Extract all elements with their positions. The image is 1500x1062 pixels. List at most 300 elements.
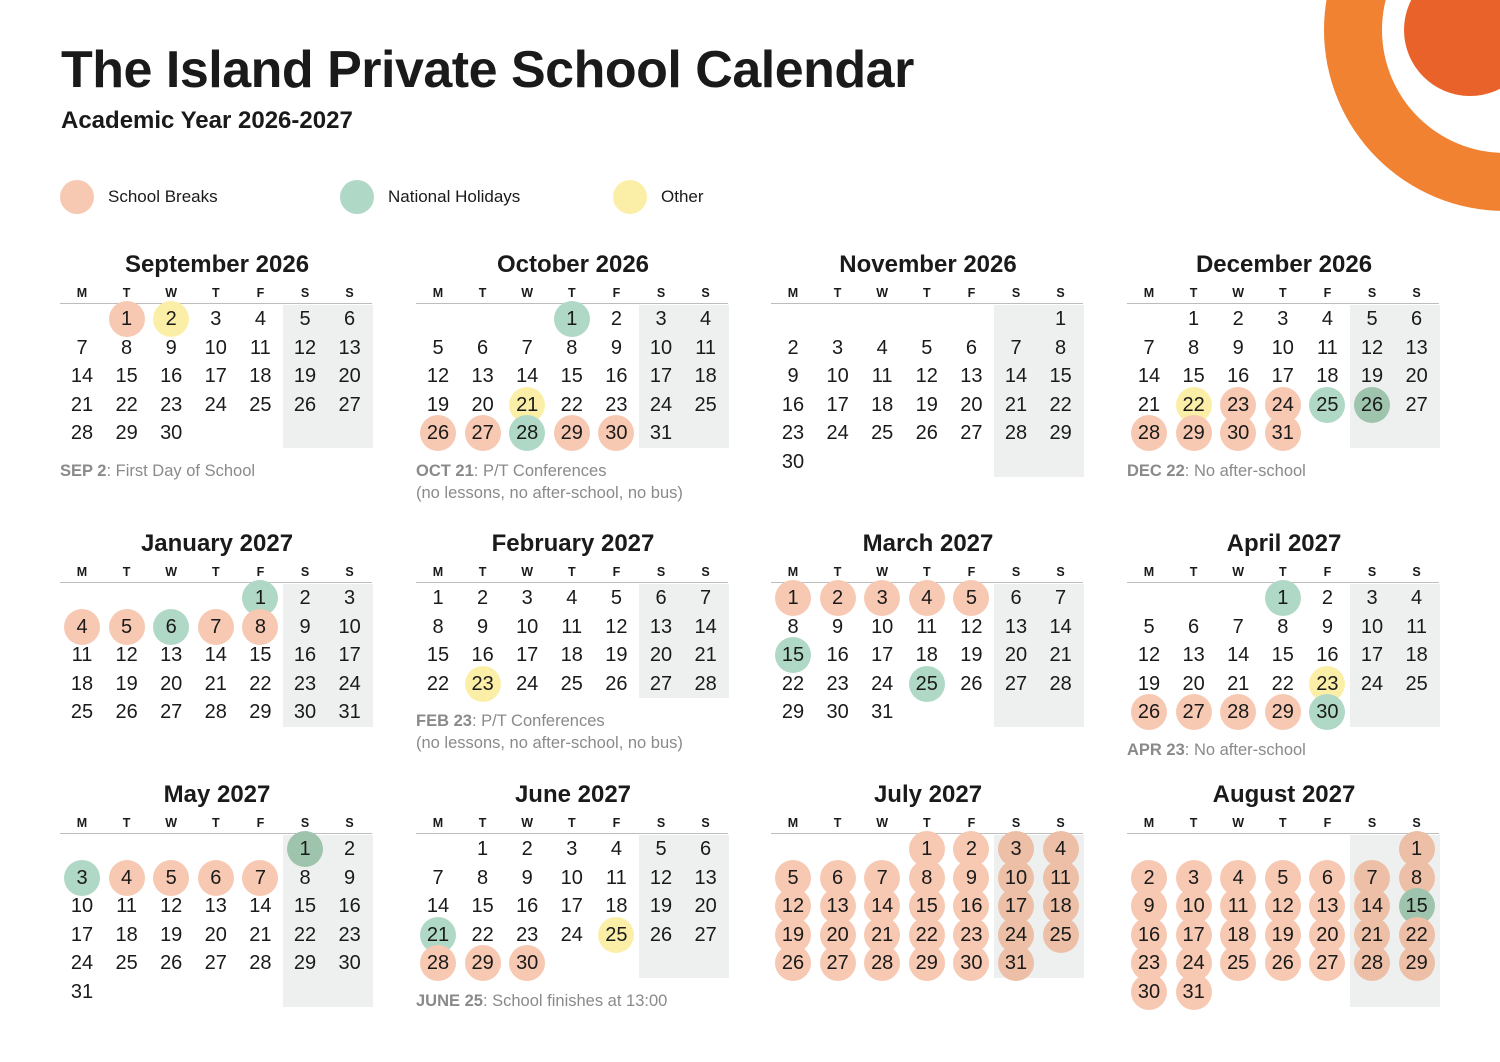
day-cell <box>505 864 549 892</box>
day-number: 30 <box>1227 422 1250 445</box>
day-cell <box>416 584 460 612</box>
day-number: 15 <box>471 895 494 918</box>
day-cell <box>1216 613 1260 641</box>
day-number: 5 <box>121 615 133 638</box>
day-cell <box>594 921 638 949</box>
day-number: 3 <box>876 587 888 609</box>
day-cell <box>684 305 728 333</box>
day-number: 9 <box>344 866 356 889</box>
weekday-label: S <box>1367 565 1377 579</box>
day-number: 8 <box>432 615 444 638</box>
day-number: 20 <box>1004 644 1028 667</box>
day-cell <box>905 949 949 977</box>
weekday-label: M <box>76 565 88 579</box>
day-cell <box>283 921 327 949</box>
day-number: 31 <box>1271 422 1294 445</box>
day-number: 31 <box>1004 952 1028 975</box>
day-number: 12 <box>426 365 450 388</box>
day-cell <box>1305 584 1349 612</box>
note-text: (no lessons, no after-school, no bus) <box>416 734 683 753</box>
day-number: 10 <box>560 866 583 889</box>
day-number: 21 <box>516 393 539 416</box>
day-number: 2 <box>477 587 489 609</box>
day-cell <box>194 362 238 390</box>
day-number: 12 <box>160 895 183 918</box>
day-cell <box>1172 334 1216 362</box>
day-number: 2 <box>965 838 977 860</box>
day-number: 9 <box>832 615 844 638</box>
day-number: 6 <box>832 866 844 889</box>
day-number: 29 <box>249 701 272 724</box>
day-number: 29 <box>471 952 494 975</box>
weekday-label: T <box>122 565 131 579</box>
day-cell <box>1395 362 1439 390</box>
day-cell <box>816 419 860 447</box>
day-number: 3 <box>344 587 356 609</box>
day-number: 2 <box>610 308 622 330</box>
day-number: 22 <box>915 923 938 946</box>
day-number: 11 <box>250 336 271 359</box>
day-number: 20 <box>694 895 717 918</box>
day-cell <box>283 864 327 892</box>
day-cell <box>550 613 594 641</box>
weekday-label: S <box>701 286 710 300</box>
weekday-header <box>60 565 372 583</box>
day-cell <box>60 362 104 390</box>
day-cell <box>238 334 282 362</box>
day-cell <box>105 334 149 362</box>
day-number: 5 <box>655 838 667 860</box>
day-number: 17 <box>1360 644 1384 667</box>
day-number: 20 <box>1182 672 1205 695</box>
day-number: 3 <box>1188 866 1200 889</box>
day-number: 25 <box>1049 923 1072 946</box>
day-cell <box>1039 584 1083 612</box>
legend-school-breaks-label: School Breaks <box>108 187 218 206</box>
day-number: 3 <box>655 308 667 330</box>
day-number: 7 <box>1010 336 1022 359</box>
day-number: 4 <box>876 336 888 359</box>
day-cell <box>283 391 327 419</box>
weekday-label: S <box>1056 565 1065 579</box>
day-cell <box>1172 698 1216 726</box>
month-november-2026 <box>771 250 1085 530</box>
day-cell <box>105 892 149 920</box>
note-text: : No after-school <box>1184 462 1306 480</box>
day-number: 9 <box>299 615 311 638</box>
day-number: 23 <box>1137 952 1161 975</box>
day-cell <box>949 670 993 698</box>
day-number: 28 <box>1227 701 1250 724</box>
weekday-header <box>60 286 372 304</box>
day-number: 30 <box>826 701 849 724</box>
day-cell <box>594 670 638 698</box>
day-cell <box>1350 641 1394 669</box>
day-number: 21 <box>1049 644 1072 667</box>
day-cell <box>550 305 594 333</box>
day-cell <box>771 892 815 920</box>
month-title: November 2026 <box>839 251 1017 278</box>
day-number: 22 <box>1049 393 1072 416</box>
day-number: 1 <box>477 838 489 860</box>
day-number: 10 <box>649 336 673 359</box>
day-cell <box>1350 391 1394 419</box>
day-number: 24 <box>649 393 673 416</box>
day-cell <box>1395 584 1439 612</box>
weekday-label: S <box>345 286 354 300</box>
weekday-label: T <box>122 816 131 830</box>
day-cell <box>60 864 104 892</box>
day-number: 7 <box>876 866 888 889</box>
weekday-label: W <box>165 286 178 300</box>
day-cell <box>461 949 505 977</box>
day-number: 2 <box>832 587 844 609</box>
day-number: 18 <box>915 644 938 667</box>
day-number: 16 <box>338 895 361 918</box>
day-number: 14 <box>1227 644 1250 667</box>
weekday-label: S <box>701 565 710 579</box>
day-cell <box>1261 362 1305 390</box>
day-number: 19 <box>293 365 317 388</box>
day-cell <box>1350 362 1394 390</box>
day-number: 28 <box>1004 422 1028 445</box>
day-cell <box>283 949 327 977</box>
day-cell <box>550 670 594 698</box>
day-number: 16 <box>1227 365 1250 388</box>
day-cell <box>550 419 594 447</box>
day-number: 30 <box>781 451 805 473</box>
weekday-label: T <box>922 565 931 579</box>
weekday-label: T <box>1278 816 1287 830</box>
day-number: 29 <box>1405 952 1428 975</box>
day-cell <box>639 892 683 920</box>
note-date: OCT 21 <box>416 462 474 480</box>
day-cell <box>1350 584 1394 612</box>
month-title: June 2027 <box>514 781 632 808</box>
day-number: 19 <box>426 393 450 416</box>
day-cell <box>684 670 728 698</box>
day-cell <box>149 613 193 641</box>
day-number: 5 <box>610 587 622 609</box>
day-number: 27 <box>338 393 361 416</box>
day-number: 6 <box>1321 866 1333 889</box>
day-cell <box>149 864 193 892</box>
day-cell <box>639 835 683 863</box>
day-cell <box>194 613 238 641</box>
day-number: 9 <box>521 866 533 889</box>
day-number: 15 <box>915 895 938 918</box>
day-cell <box>328 670 372 698</box>
day-cell <box>416 613 460 641</box>
day-cell <box>594 613 638 641</box>
day-cell <box>860 949 904 977</box>
day-cell <box>1039 921 1083 949</box>
month-february-2027 <box>416 529 730 809</box>
day-cell <box>771 670 815 698</box>
day-number: 12 <box>781 895 805 918</box>
day-number: 27 <box>649 672 673 695</box>
day-number: 25 <box>70 701 94 724</box>
day-number: 12 <box>293 336 317 359</box>
day-number: 15 <box>1049 365 1072 388</box>
day-cell <box>905 584 949 612</box>
day-number: 21 <box>694 644 717 667</box>
day-cell <box>105 305 149 333</box>
weekday-label: S <box>345 816 354 830</box>
day-number: 19 <box>1137 672 1161 695</box>
weekday-label: W <box>876 816 889 830</box>
day-cell <box>550 584 594 612</box>
weekday-label: F <box>256 286 265 300</box>
day-number: 9 <box>965 866 977 889</box>
day-number: 31 <box>70 981 94 1003</box>
day-cell <box>550 892 594 920</box>
day-number: 17 <box>1271 365 1294 388</box>
month-title: February 2027 <box>491 530 655 557</box>
day-cell <box>283 362 327 390</box>
weekday-label: S <box>1056 286 1065 300</box>
day-cell <box>505 584 549 612</box>
day-cell <box>1039 362 1083 390</box>
day-cell <box>550 864 594 892</box>
day-number: 13 <box>204 895 227 918</box>
day-number: 15 <box>115 365 138 388</box>
day-number: 27 <box>1405 393 1428 416</box>
day-cell <box>594 864 638 892</box>
day-cell <box>149 334 193 362</box>
note-date: APR 23 <box>1127 741 1185 759</box>
day-number: 2 <box>787 336 799 359</box>
day-cell <box>505 419 549 447</box>
day-cell <box>1127 334 1171 362</box>
day-cell <box>283 584 327 612</box>
day-cell <box>60 921 104 949</box>
day-cell <box>328 835 372 863</box>
day-number: 7 <box>1055 587 1067 609</box>
day-number: 11 <box>1227 895 1249 918</box>
day-number: 12 <box>1137 644 1161 667</box>
day-number: 16 <box>160 365 183 388</box>
day-cell <box>860 613 904 641</box>
day-number: 13 <box>1182 644 1205 667</box>
day-number: 25 <box>1405 672 1428 695</box>
day-cell <box>905 613 949 641</box>
day-cell <box>639 419 683 447</box>
day-number: 9 <box>477 615 489 638</box>
day-number: 8 <box>921 866 933 889</box>
day-number: 13 <box>1004 615 1028 638</box>
day-number: 24 <box>560 923 583 946</box>
note-date: JUNE 25 <box>416 992 483 1010</box>
day-number: 22 <box>560 393 583 416</box>
day-cell <box>105 698 149 726</box>
day-number: 25 <box>915 672 938 695</box>
weekday-label: S <box>656 816 666 830</box>
day-number: 1 <box>121 308 133 330</box>
day-cell <box>816 362 860 390</box>
month-title: March 2027 <box>862 530 994 557</box>
day-cell <box>1305 305 1349 333</box>
day-number: 23 <box>160 393 183 416</box>
weekday-label: S <box>1011 286 1021 300</box>
day-cell <box>60 670 104 698</box>
day-number: 26 <box>115 701 138 724</box>
day-cell <box>594 362 638 390</box>
day-number: 3 <box>1277 308 1289 330</box>
day-cell <box>1216 698 1260 726</box>
day-number: 8 <box>299 866 311 889</box>
day-cell <box>816 698 860 726</box>
day-number: 15 <box>1271 644 1294 667</box>
day-number: 20 <box>1316 923 1339 946</box>
day-number: 4 <box>76 615 88 638</box>
day-number: 6 <box>1411 308 1423 330</box>
weekday-label: F <box>967 565 976 579</box>
month-march-2027 <box>771 529 1085 809</box>
day-number: 20 <box>1405 365 1428 388</box>
day-cell <box>1039 391 1083 419</box>
day-number: 22 <box>426 672 450 695</box>
weekday-label: W <box>165 816 178 830</box>
day-number: 29 <box>1182 422 1205 445</box>
legend-item-national-holidays <box>340 180 520 214</box>
day-cell <box>949 584 993 612</box>
weekday-label: T <box>1189 286 1198 300</box>
day-number: 8 <box>1055 336 1067 359</box>
day-cell <box>194 892 238 920</box>
day-cell <box>194 334 238 362</box>
day-cell <box>505 362 549 390</box>
weekday-label: W <box>165 565 178 579</box>
day-number: 1 <box>921 838 933 860</box>
day-cell <box>860 584 904 612</box>
day-cell <box>905 334 949 362</box>
day-number: 6 <box>1188 615 1200 638</box>
weekday-label: S <box>1367 286 1377 300</box>
day-number: 24 <box>204 393 227 416</box>
day-number: 6 <box>655 587 667 609</box>
weekday-label: S <box>300 565 310 579</box>
day-number: 7 <box>700 587 712 609</box>
day-cell <box>238 362 282 390</box>
day-cell <box>60 892 104 920</box>
day-cell <box>105 949 149 977</box>
day-cell <box>1395 949 1439 977</box>
day-cell <box>505 949 549 977</box>
day-number: 3 <box>521 587 533 609</box>
day-number: 27 <box>694 923 717 946</box>
legend-national-holidays-swatch <box>340 180 374 214</box>
day-cell <box>639 362 683 390</box>
day-cell <box>684 835 728 863</box>
day-number: 18 <box>871 393 894 416</box>
day-number: 12 <box>115 644 138 667</box>
day-number: 9 <box>1143 895 1155 918</box>
weekday-label: F <box>1323 816 1332 830</box>
day-cell <box>1216 641 1260 669</box>
weekday-label: S <box>1011 816 1021 830</box>
day-number: 10 <box>1004 866 1028 889</box>
day-cell <box>1127 362 1171 390</box>
day-cell <box>949 613 993 641</box>
day-number: 24 <box>1182 952 1205 975</box>
weekday-label: T <box>211 816 220 830</box>
weekday-label: T <box>922 286 931 300</box>
day-cell <box>328 305 372 333</box>
day-cell <box>1172 978 1216 1006</box>
day-number: 5 <box>1366 308 1378 330</box>
day-number: 10 <box>516 615 539 638</box>
day-cell <box>328 698 372 726</box>
day-cell <box>416 334 460 362</box>
day-number: 15 <box>1182 365 1205 388</box>
day-number: 30 <box>293 701 317 724</box>
weekday-header <box>416 816 728 834</box>
day-number: 21 <box>70 393 94 416</box>
weekday-label: T <box>478 816 487 830</box>
day-number: 14 <box>1137 365 1161 388</box>
day-cell <box>238 584 282 612</box>
day-cell <box>905 362 949 390</box>
day-cell <box>550 835 594 863</box>
day-cell <box>949 419 993 447</box>
weekday-header <box>771 286 1083 304</box>
day-cell <box>1395 892 1439 920</box>
weekday-label: W <box>876 286 889 300</box>
day-cell <box>994 362 1038 390</box>
day-cell <box>194 921 238 949</box>
day-cell <box>149 892 193 920</box>
day-number: 1 <box>566 308 578 330</box>
day-number: 11 <box>1050 866 1071 889</box>
day-cell <box>60 613 104 641</box>
day-number: 22 <box>249 672 272 695</box>
day-number: 21 <box>1227 672 1250 695</box>
day-cell <box>771 448 815 476</box>
day-number: 26 <box>293 393 317 416</box>
day-number: 7 <box>210 615 222 638</box>
day-cell <box>60 949 104 977</box>
day-cell <box>594 892 638 920</box>
day-number: 17 <box>204 365 227 388</box>
day-cell <box>105 391 149 419</box>
day-cell <box>639 334 683 362</box>
day-cell <box>149 670 193 698</box>
day-cell <box>194 641 238 669</box>
weekday-label: S <box>656 286 666 300</box>
day-number: 16 <box>293 644 317 667</box>
day-cell <box>149 921 193 949</box>
day-number: 18 <box>115 923 138 946</box>
day-cell <box>1305 613 1349 641</box>
day-number: 17 <box>649 365 673 388</box>
day-number: 21 <box>426 923 450 946</box>
day-number: 20 <box>338 365 361 388</box>
day-number: 12 <box>915 365 938 388</box>
day-cell <box>816 892 860 920</box>
day-number: 26 <box>1137 701 1161 724</box>
day-cell <box>149 698 193 726</box>
day-cell <box>860 698 904 726</box>
day-number: 4 <box>1055 838 1067 860</box>
day-cell <box>238 949 282 977</box>
legend-national-holidays-label: National Holidays <box>388 187 521 206</box>
day-cell <box>461 670 505 698</box>
day-number: 18 <box>694 365 717 388</box>
day-number: 1 <box>787 587 799 609</box>
day-number: 1 <box>1188 308 1200 330</box>
note-text: : School finishes at 13:00 <box>482 992 668 1010</box>
